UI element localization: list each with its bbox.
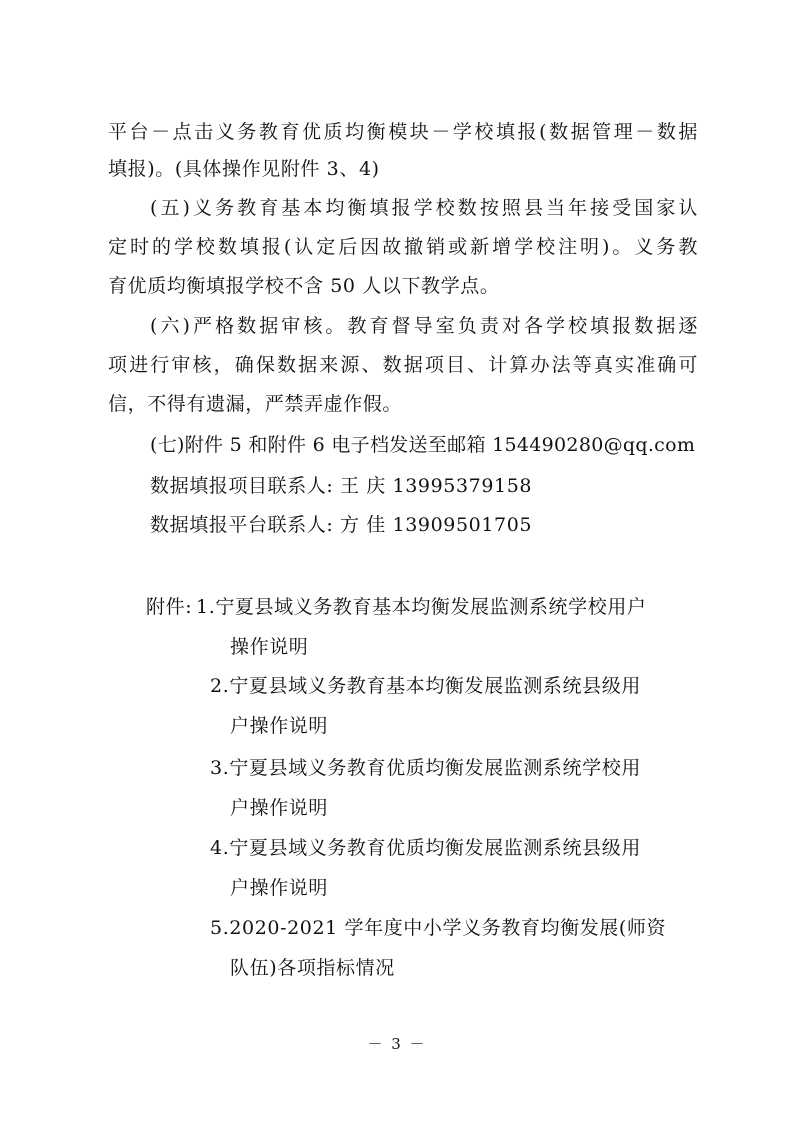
attachment-item-1 bbox=[196, 592, 684, 622]
attachment-number: 1. bbox=[196, 596, 216, 618]
attachment-item-4-cont: 户操作说明 bbox=[230, 877, 329, 899]
paragraph-7-line: (七)附件 5 和附件 6 电子档发送至邮箱 154490280@qq.com bbox=[150, 434, 696, 456]
attachment-item-2 bbox=[210, 671, 698, 701]
attachment-number: 2. bbox=[210, 675, 230, 697]
body-line: 填报)。(具体操作见附件 3、4) bbox=[108, 158, 380, 180]
page-number: － 3 － bbox=[367, 1035, 427, 1053]
contact-platform: 数据填报平台联系人: 方 佳 13909501705 bbox=[150, 514, 533, 536]
attachment-number: 4. bbox=[210, 837, 230, 859]
contact-project: 数据填报项目联系人: 王 庆 13995379158 bbox=[150, 475, 533, 497]
attachment-title: 宁夏县域义务教育优质均衡发展监测系统学校用 bbox=[229, 757, 641, 779]
attachment-number: 3. bbox=[210, 757, 230, 779]
attachment-item-3 bbox=[210, 753, 698, 783]
attachment-item-2-cont: 户操作说明 bbox=[230, 715, 329, 737]
attachment-number: 5. bbox=[210, 917, 230, 939]
body-line: 平台－点击义务教育优质均衡模块－学校填报(数据管理－数据 bbox=[108, 121, 698, 143]
attachment-title: 2020-2021 学年度中小学义务教育均衡发展(师资 bbox=[229, 917, 667, 939]
paragraph-5-line: 定时的学校数填报(认定后因故撤销或新增学校注明)。义务教 bbox=[108, 236, 698, 258]
attachment-item-3-cont: 户操作说明 bbox=[230, 797, 329, 819]
attachment-title: 宁夏县域义务教育优质均衡发展监测系统县级用 bbox=[229, 837, 641, 859]
paragraph-6-line: 信，不得有遗漏，严禁弄虚作假。 bbox=[108, 393, 403, 415]
paragraph-6-line: (六)严格数据审核。教育督导室负责对各学校填报数据逐 bbox=[150, 315, 698, 337]
paragraph-5-line: (五)义务教育基本均衡填报学校数按照县当年接受国家认 bbox=[150, 197, 698, 219]
attachment-item-5-cont: 队伍)各项指标情况 bbox=[230, 957, 395, 979]
attachment-item-5 bbox=[210, 913, 698, 943]
paragraph-5-line: 育优质均衡填报学校不含 50 人以下教学点。 bbox=[108, 275, 500, 297]
attachment-item-1-cont: 操作说明 bbox=[230, 636, 309, 658]
attachment-title: 宁夏县域义务教育基本均衡发展监测系统县级用 bbox=[229, 675, 641, 697]
attachment-title: 宁夏县域义务教育基本均衡发展监测系统学校用户 bbox=[215, 596, 647, 618]
attachment-item-4 bbox=[210, 833, 698, 863]
paragraph-6-line: 项进行审核，确保数据来源、数据项目、计算办法等真实准确可 bbox=[108, 354, 698, 376]
attachments-label: 附件: bbox=[146, 596, 193, 618]
